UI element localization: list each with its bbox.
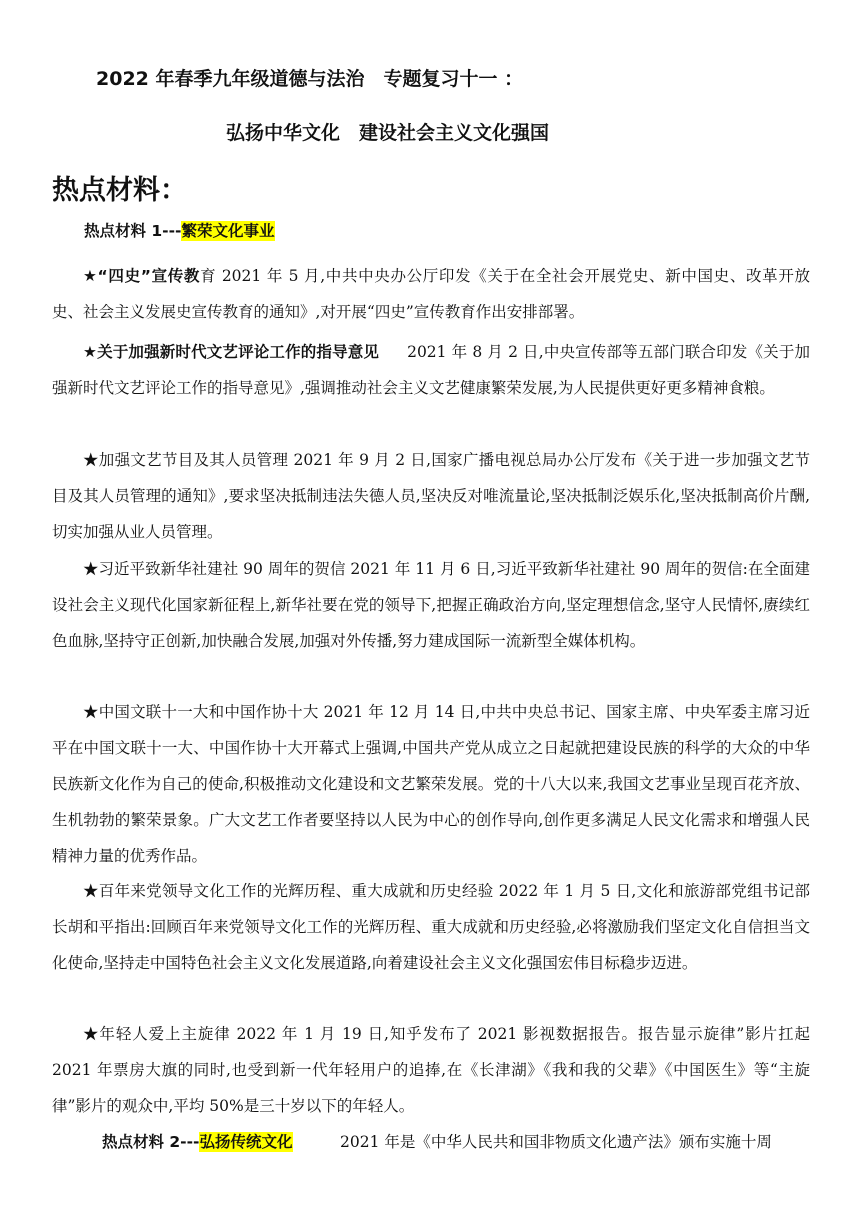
document-title: 2022 年春季九年级道德与法治 专题复习十一 ： — [96, 68, 524, 90]
material-2-label: 热点材料 2--- — [102, 1133, 200, 1151]
item-heading: ★关于加强新时代文艺评论工作的指导意见 — [83, 343, 380, 361]
material-1-highlight: 繁荣文化事业 — [181, 222, 275, 240]
item-body: 2022 年 1 月 19 日,知乎发布了 2021 影视数据报告。报告显示旋律”影片扛起 2021 年票房大旗的同时,也受到新一代年轻用户的追捧,在《长津湖》《我和我的父辈》《中国医生》等“主旋律”影片的观众中,平均 50%是三十岁以下的年轻人。 — [52, 1025, 810, 1115]
item-body: 2021 年 11 月 6 日,习近平致新华社建社 90 周年的贺信:在全面建设社会主义现代化国家新征程上,新华社要在党的领导下,把握正确政治方向,坚定理想信念,坚守人民情怀,赓续红色血脉,坚持守正创新,加快融合发展,加强对外传播,努力建成国际一流新型全媒体机构。 — [52, 560, 810, 650]
item-paragraph — [52, 551, 810, 659]
section-heading: 热点材料： — [52, 175, 187, 206]
item-body: 2021 年 12 月 14 日,中共中央总书记、国家主席、中央军委主席习近平在中国文联十一大、中国作协十大开幕式上强调,中国共产党从成立之日起就把建设民族的科学的大众的中华民族新文化作为自己的使命,积极推动文化建设和文艺繁荣发展。党的十八大以来,我国文艺事业呈现百花齐放、生机勃勃的繁荣景象。广大文艺工作者要坚持以人民为中心的创作导向,创作更多满足人民文化需求和增强人民精神力量的优秀作品。 — [52, 703, 810, 865]
material-2-text: 2021 年是《中华人民共和国非物质文化遗产法》颁布实施十周 — [340, 1133, 772, 1151]
item-heading: ★“四史”宣传教 — [83, 267, 201, 285]
item-paragraph — [52, 694, 810, 874]
document-subtitle: 弘扬中华文化 建设社会主义文化强国 — [226, 122, 550, 144]
material-2-heading — [102, 1130, 293, 1152]
item-heading: ★习近平致新华社建社 90 周年的贺信 — [83, 560, 346, 578]
material-2-highlight: 弘扬传统文化 — [199, 1133, 293, 1151]
item-paragraph — [52, 258, 810, 330]
item-paragraph — [52, 1016, 810, 1124]
item-paragraph — [52, 442, 810, 550]
item-body: 2021 年 9 月 2 日,国家广播电视总局办公厅发布《关于进一步加强文艺节目及其人员管理的通知》,要求坚决抵制违法失德人员,坚决反对唯流量论,坚决抵制泛娱乐化,坚决抵制高价片酬,切实加强从业人员管理。 — [52, 451, 810, 541]
item-body: 2021 年 8 月 2 日,中央宣传部等五部门联合印发《关于加强新时代文艺评论工作的指导意见》,强调推动社会主义文艺健康繁荣发展,为人民提供更好更多精神食粮。 — [52, 343, 810, 397]
material-1-label: 热点材料 1--- — [84, 222, 182, 240]
item-heading: ★加强文艺节目及其人员管理 — [83, 451, 289, 469]
item-body: 2021 年 5 月,中共中央办公厅印发《关于在全社会开展党史、新中国史、改革开放史、社会主义发展史宣传教育的通知》,对开展“四史”宣传教育作出安排部署。 — [52, 267, 810, 321]
item-body: 2022 年 1 月 5 日,文化和旅游部党组书记部长胡和平指出:回顾百年来党领导文化工作的光辉历程、重大成就和历史经验,必将激励我们坚定文化自信担当文化使命,坚持走中国特色社会主义文化发展道路,向着建设社会主义文化强国宏伟目标稳步迈进。 — [52, 882, 810, 972]
item-heading: ★中国文联十一大和中国作协十大 — [83, 703, 319, 721]
item-heading-tail: 育 — [200, 267, 217, 285]
item-heading: ★年轻人爱上主旋律 — [83, 1025, 231, 1043]
item-heading: ★百年来党领导文化工作的光辉历程、重大成就和历史经验 — [83, 882, 494, 900]
item-paragraph — [52, 334, 810, 406]
material-1-heading — [84, 219, 275, 241]
item-paragraph — [52, 873, 810, 981]
